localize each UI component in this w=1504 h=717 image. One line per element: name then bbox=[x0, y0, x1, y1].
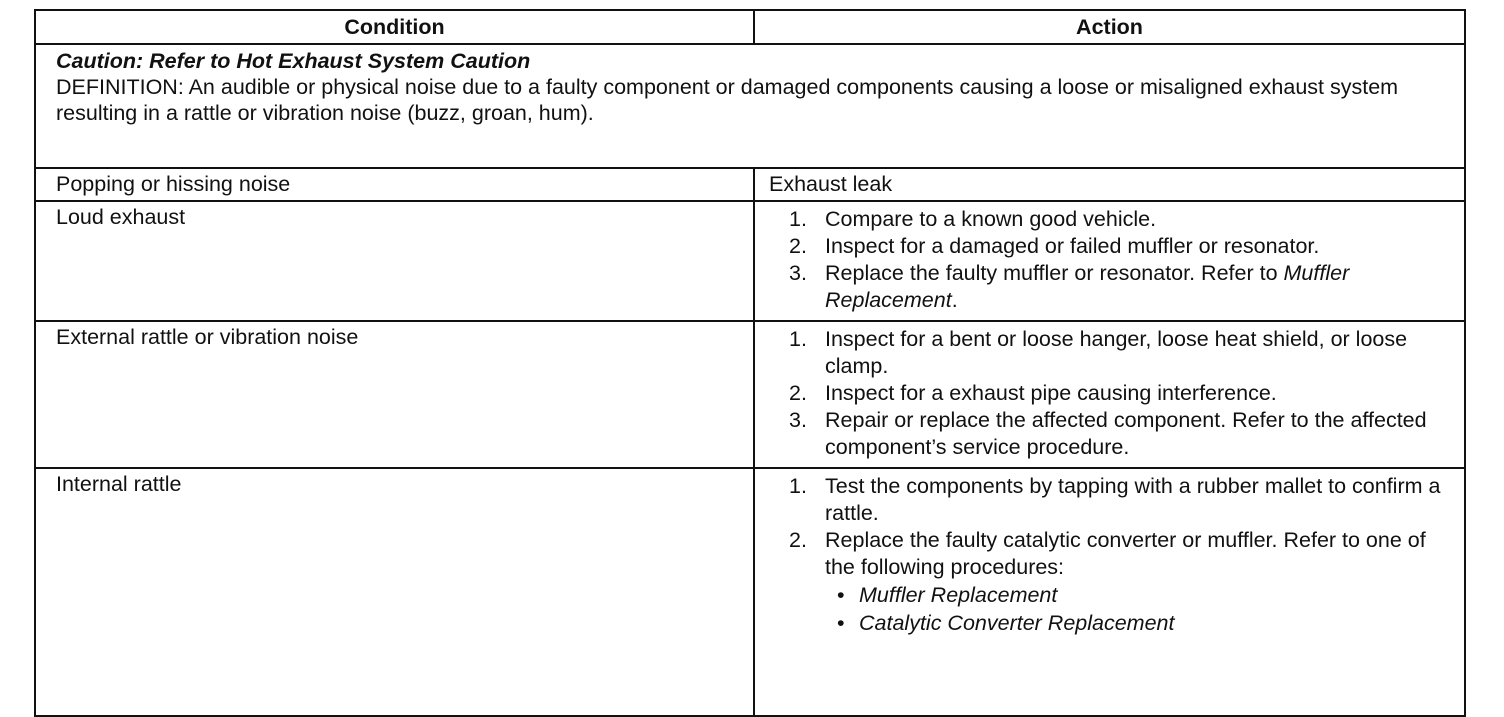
table-row bbox=[35, 168, 1465, 201]
diagnostic-table bbox=[34, 9, 1466, 717]
procedure-list bbox=[825, 581, 1452, 637]
action-column-header: Action bbox=[754, 10, 1465, 44]
step-text: Repair or replace the affected component. Refer to the affected component’s service procedure. bbox=[825, 408, 1427, 459]
step-item bbox=[789, 473, 1452, 527]
step-item bbox=[789, 206, 1452, 233]
step-text: Test the components by tapping with a rubber mallet to confirm a rattle. bbox=[825, 474, 1441, 525]
procedure-reference: Catalytic Converter Replacement bbox=[859, 611, 1175, 635]
step-item bbox=[789, 407, 1452, 461]
bullet-icon: • bbox=[837, 611, 845, 635]
action-steps bbox=[789, 473, 1452, 637]
table-row bbox=[35, 201, 1465, 321]
step-item bbox=[789, 527, 1452, 637]
step-text: Inspect for a exhaust pipe causing interference. bbox=[825, 381, 1277, 405]
step-number: 3. bbox=[789, 261, 807, 285]
caution-cell bbox=[35, 44, 1465, 168]
step-number: 1. bbox=[789, 474, 807, 498]
caution-title: Caution: Refer to Hot Exhaust System Caution bbox=[56, 49, 531, 73]
step-item bbox=[789, 380, 1452, 407]
step-number: 1. bbox=[789, 207, 807, 231]
condition-column-header: Condition bbox=[35, 10, 754, 44]
table-row bbox=[35, 468, 1465, 716]
step-number: 2. bbox=[789, 381, 807, 405]
procedure-item bbox=[825, 581, 1452, 609]
step-text: Replace the faulty catalytic converter or muffler. Refer to one of the following procedures: bbox=[825, 528, 1426, 579]
condition-cell: Popping or hissing noise bbox=[35, 168, 754, 201]
bullet-icon: • bbox=[837, 583, 845, 607]
step-number: 2. bbox=[789, 528, 807, 552]
table-row bbox=[35, 321, 1465, 468]
condition-cell: Internal rattle bbox=[35, 468, 754, 716]
procedure-reference: Muffler Replacement bbox=[859, 583, 1058, 607]
step-text-end: . bbox=[951, 288, 958, 312]
step-item bbox=[789, 233, 1452, 260]
procedure-reference: Muffler Replacement bbox=[825, 261, 1350, 312]
action-steps bbox=[789, 206, 1452, 314]
step-text: Inspect for a bent or loose hanger, loose heat shield, or loose clamp. bbox=[825, 327, 1408, 378]
condition-cell: Loud exhaust bbox=[35, 201, 754, 321]
step-number: 3. bbox=[789, 408, 807, 432]
procedure-item bbox=[825, 609, 1452, 637]
caution-row bbox=[35, 44, 1465, 168]
step-number: 1. bbox=[789, 327, 807, 351]
step-number: 2. bbox=[789, 234, 807, 258]
action-steps bbox=[789, 326, 1452, 461]
step-text: Inspect for a damaged or failed muffler or resonator. bbox=[825, 234, 1320, 258]
step-text: Replace the faulty muffler or resonator. Refer to bbox=[825, 261, 1284, 285]
step-item bbox=[789, 326, 1452, 380]
action-cell bbox=[754, 201, 1465, 321]
step-text: Compare to a known good vehicle. bbox=[825, 207, 1157, 231]
step-item bbox=[789, 260, 1452, 314]
table-header-row bbox=[35, 10, 1465, 44]
action-cell: Exhaust leak bbox=[754, 168, 1465, 201]
action-cell bbox=[754, 321, 1465, 468]
definition-text: DEFINITION: An audible or physical noise due to a faulty component or damaged components causing a loose or misaligned exhaust system resulting in a rattle or vibration noise (buzz, groan, hum). bbox=[56, 75, 1399, 125]
condition-cell: External rattle or vibration noise bbox=[35, 321, 754, 468]
action-cell bbox=[754, 468, 1465, 716]
